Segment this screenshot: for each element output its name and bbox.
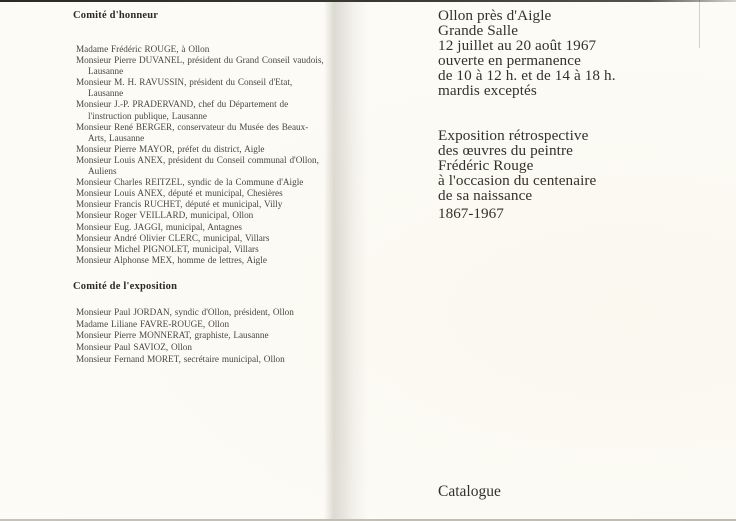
committee-member-line: Monsieur André Olivier CLERC, municipal, Villars bbox=[76, 232, 270, 243]
committee-member-line: Monsieur Roger VEILLARD, municipal, Ollon bbox=[76, 210, 254, 221]
page-edge-line bbox=[699, 0, 700, 48]
committee-member-line: Monsieur Fernand MORET, secrétaire municipal, Ollon bbox=[76, 353, 285, 364]
committee-member-line: Monsieur Pierre MONNERAT, graphiste, Lausanne bbox=[76, 330, 269, 341]
venue-and-hours-block bbox=[438, 8, 616, 98]
committee-member-line: Monsieur Paul SAVIOZ, Ollon bbox=[76, 342, 192, 353]
centenary-years: 1867-1967 bbox=[438, 205, 504, 222]
page-gutter-shadow bbox=[324, 2, 368, 519]
committee-member-line: Madame Liliane FAVRE-ROUGE, Ollon bbox=[76, 318, 230, 329]
committee-member-line: Monsieur Pierre DUVANEL, président du Grand Conseil vaudois, bbox=[76, 55, 324, 66]
committee-member-line: Auliens bbox=[88, 166, 117, 177]
committee-member-line: Lausanne bbox=[88, 88, 124, 99]
title-text-line: Exposition rétrospective bbox=[438, 127, 589, 144]
venue-text-line: 12 juillet au 20 août 1967 bbox=[438, 37, 597, 54]
honor-committee-list bbox=[76, 44, 324, 266]
catalogue-label: Catalogue bbox=[438, 483, 501, 500]
committee-member-line: Lausanne bbox=[88, 66, 124, 77]
committee-member-line: Monsieur Louis ANEX, député et municipal, Chesières bbox=[76, 188, 283, 199]
committee-member-line: Monsieur Alphonse MEX, homme de lettres, Aigle bbox=[76, 254, 267, 265]
title-text-line: à l'occasion du centenaire bbox=[438, 172, 597, 189]
exhibition-title-block bbox=[438, 128, 596, 203]
committee-member-line: Arts, Lausanne bbox=[88, 132, 145, 143]
venue-text-line: Ollon près d'Aigle bbox=[438, 7, 552, 24]
committee-member-line: Monsieur Eug. JAGGI, municipal, Antagnes bbox=[76, 221, 242, 232]
scan-top-edge bbox=[0, 0, 736, 2]
expo-committee-list bbox=[76, 307, 294, 366]
committee-member-line: Monsieur Louis ANEX, président du Conseil communal d'Ollon, bbox=[76, 154, 319, 165]
committee-member-line: Monsieur René BERGER, conservateur du Musée des Beaux- bbox=[76, 121, 309, 132]
committee-member-line: l'instruction publique, Lausanne bbox=[88, 110, 207, 121]
expo-committee-heading: Comité de l'exposition bbox=[73, 281, 178, 292]
honor-committee-heading: Comité d'honneur bbox=[73, 10, 159, 21]
committee-member-line: Monsieur J.-P. PRADERVAND, chef du Département de bbox=[76, 99, 289, 110]
committee-member-line: Monsieur Paul JORDAN, syndic d'Ollon, président, Ollon bbox=[76, 307, 294, 317]
venue-text-line: Grande Salle bbox=[438, 22, 519, 39]
committee-member-line: Monsieur Charles REITZEL, syndic de la Commune d'Aigle bbox=[76, 177, 304, 188]
title-text-line: des œuvres du peintre bbox=[438, 142, 573, 159]
title-text-line: Frédéric Rouge bbox=[438, 157, 534, 174]
committee-member-line: Monsieur Pierre MAYOR, préfet du district, Aigle bbox=[76, 143, 265, 154]
committee-member-line: Monsieur Francis RUCHET, député et municipal, Villy bbox=[76, 199, 283, 210]
committee-member-line: Monsieur Michel PIGNOLET, municipal, Villars bbox=[76, 243, 259, 254]
venue-text-line: mardis exceptés bbox=[438, 82, 537, 99]
venue-text-line: de 10 à 12 h. et de 14 à 18 h. bbox=[438, 67, 616, 84]
title-text-line: de sa naissance bbox=[438, 187, 533, 204]
venue-text-line: ouverte en permanence bbox=[438, 52, 581, 69]
committee-member-line: Monsieur M. H. RAVUSSIN, président du Conseil d'Etat, bbox=[76, 77, 293, 88]
committee-member-line: Madame Frédéric ROUGE, à Ollon bbox=[76, 44, 210, 54]
